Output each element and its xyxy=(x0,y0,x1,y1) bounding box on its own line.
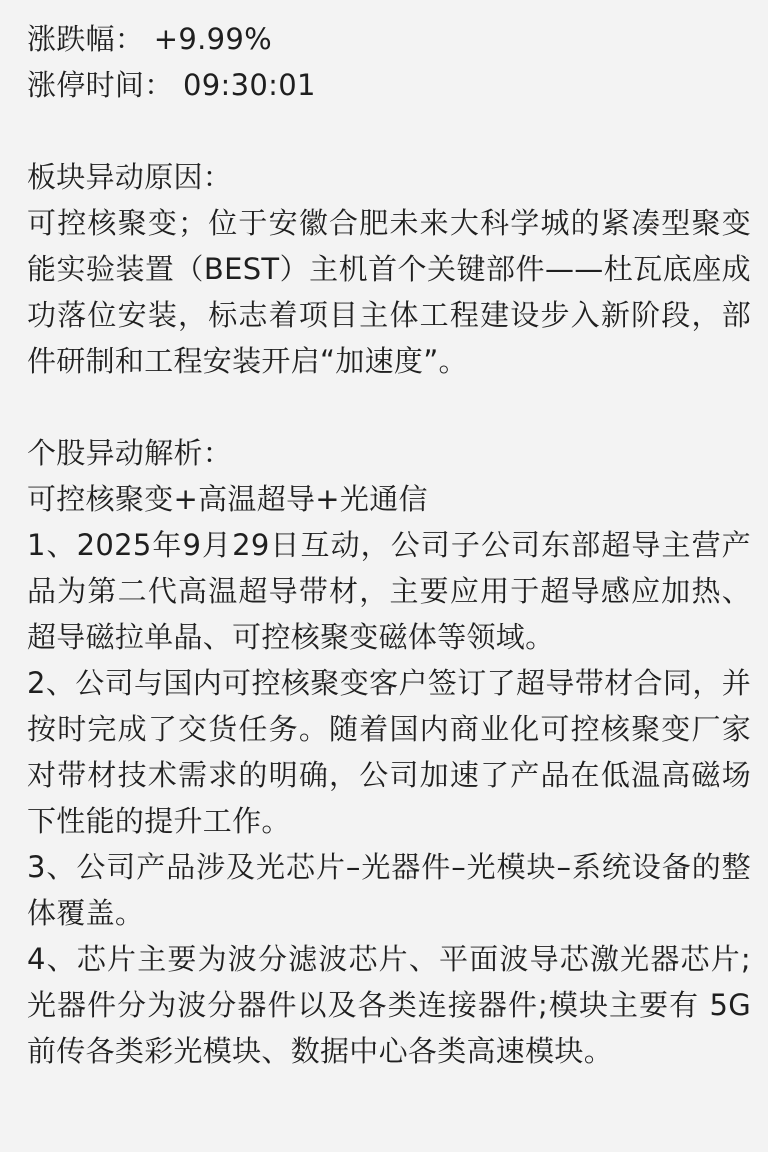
analysis-point-2: 2、公司与国内可控核聚变客户签订了超导带材合同，并按时完成了交货任务。随着国内商业化可控核聚变厂家对带材技术需求的明确，公司加速了产品在低温高磁场下性能的提升工作。 xyxy=(27,666,751,838)
change-label: 涨跌幅： xyxy=(27,22,145,56)
article-body xyxy=(27,16,751,1074)
sector-reason-text: 可控核聚变；位于安徽合肥未来大科学城的紧凑型聚变能实验装置（BEST）主机首个关键部件——杜瓦底座成功落位安装，标志着项目主体工程建设步入新阶段，部件研制和工程安装开启“加速度”。 xyxy=(27,206,751,378)
analysis-heading: 个股异动解析： xyxy=(27,436,233,470)
analysis-point-3: 3、公司产品涉及光芯片–光器件–光模块–系统设备的整体覆盖。 xyxy=(27,850,751,930)
spacer xyxy=(27,108,751,154)
change-value: +9.99% xyxy=(153,22,272,56)
limit-time-label: 涨停时间： xyxy=(27,68,174,102)
analysis-point-1: 1、2025年9月29日互动，公司子公司东部超导主营产品为第二代高温超导带材，主要应用于超导感应加热、超导磁拉单晶、可控核聚变磁体等领域。 xyxy=(27,528,751,654)
sector-heading: 板块异动原因： xyxy=(27,160,233,194)
analysis-point-4: 4、芯片主要为波分滤波芯片、平面波导芯激光器芯片;光器件分为波分器件以及各类连接器件;模块主要有 5G 前传各类彩光模块、数据中心各类高速模块。 xyxy=(27,942,751,1068)
spacer xyxy=(27,384,751,430)
limit-time-row xyxy=(27,62,751,108)
limit-time-value: 09:30:01 xyxy=(183,68,316,102)
change-row xyxy=(27,16,751,62)
analysis-tags: 可控核聚变+高温超导+光通信 xyxy=(27,482,428,516)
